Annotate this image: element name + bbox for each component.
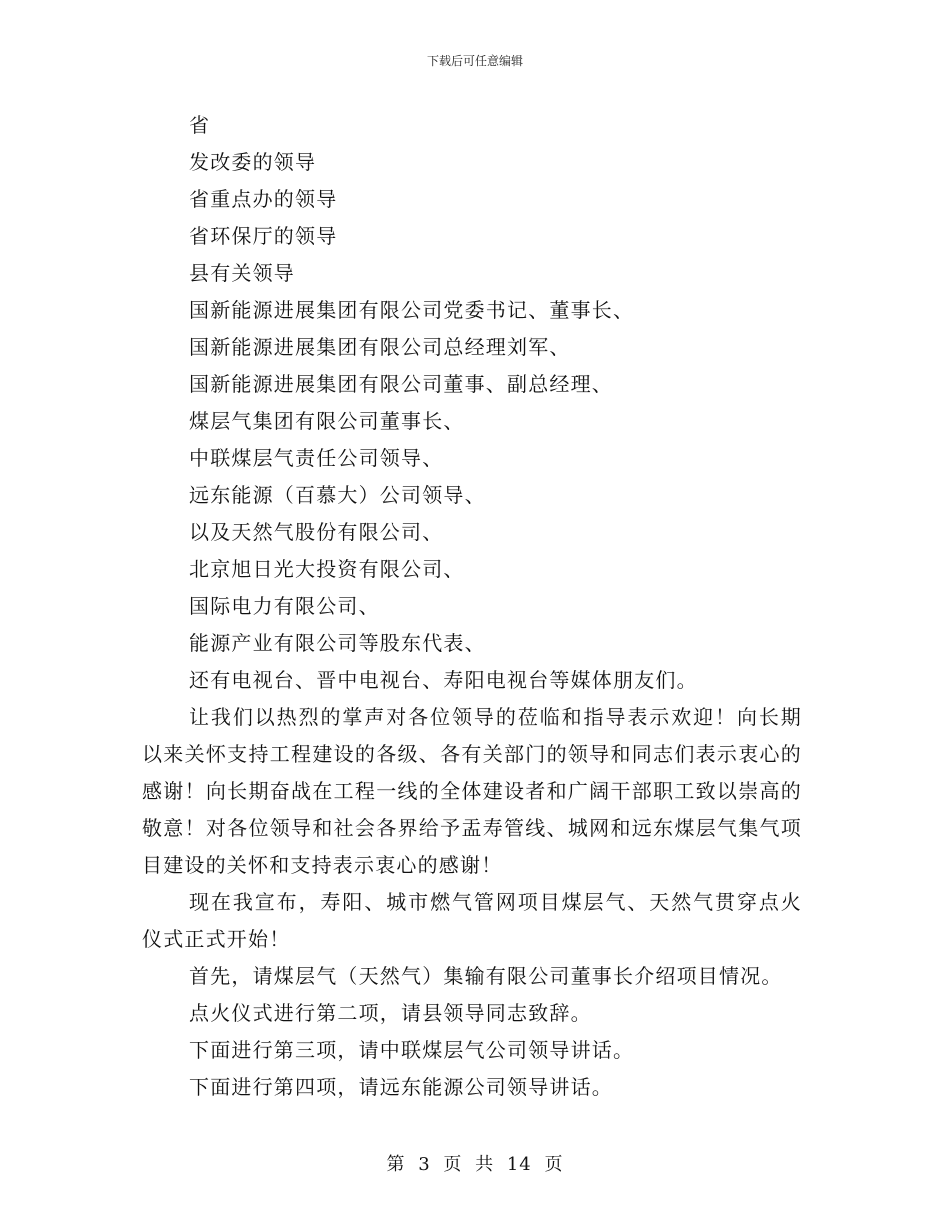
text-line: 国际电力有限公司、 [189, 594, 380, 618]
text-line: 煤层气集团有限公司董事长、 [189, 409, 465, 433]
document-body [142, 107, 802, 1106]
text-line: 省重点办的领导 [189, 187, 338, 211]
text-line: 国新能源进展集团有限公司董事、副总经理、 [189, 372, 613, 396]
text-line: 点火仪式进行第二项，请县领导同志致辞。 [189, 1001, 592, 1025]
page-header: 下载后可任意编辑 [426, 54, 523, 68]
text-line: 下面进行第三项，请中联煤层气公司领导讲话。 [189, 1038, 635, 1062]
text-line: 中联煤层气责任公司领导、 [189, 446, 444, 470]
text-line: 以及天然气股份有限公司、 [189, 520, 444, 544]
text-line: 首先，请煤层气（天然气）集输有限公司董事长介绍项目情况。 [189, 964, 783, 988]
text-line: 国新能源进展集团有限公司总经理刘军、 [189, 335, 571, 359]
text-line: 还有电视台、晋中电视台、寿阳电视台等媒体朋友们。 [189, 668, 698, 692]
page-footer: 第 3 页 共 14 页 [386, 1154, 564, 1175]
text-line: 县有关领导 [189, 261, 295, 285]
text-line: 北京旭日光大投资有限公司、 [189, 557, 465, 581]
text-line: 远东能源（百慕大）公司领导、 [189, 483, 486, 507]
text-line: 下面进行第四项，请远东能源公司领导讲话。 [189, 1075, 613, 1099]
text-line: 能源产业有限公司等股东代表、 [189, 631, 486, 655]
paragraph-announcement: 现在我宣布，寿阳、城市燃气管网项目煤层气、天然气贯穿点火仪式正式开始！ [142, 890, 802, 951]
text-line: 省 [189, 113, 211, 137]
text-line: 国新能源进展集团有限公司党委书记、董事长、 [189, 298, 635, 322]
text-line: 发改委的领导 [189, 150, 317, 174]
text-line: 省环保厅的领导 [189, 224, 338, 248]
paragraph-welcome: 让我们以热烈的掌声对各位领导的莅临和指导表示欢迎！向长期以来关怀支持工程建设的各级、各有关部门的领导和同志们表示衷心的感谢！向长期奋战在工程一线的全体建设者和广阔干部职工致以崇高的敬意！对各位领导和社会各界给予盂寿管线、城网和远东煤层气集气项目建设的关怀和支持表示衷心的感谢！ [142, 705, 802, 877]
